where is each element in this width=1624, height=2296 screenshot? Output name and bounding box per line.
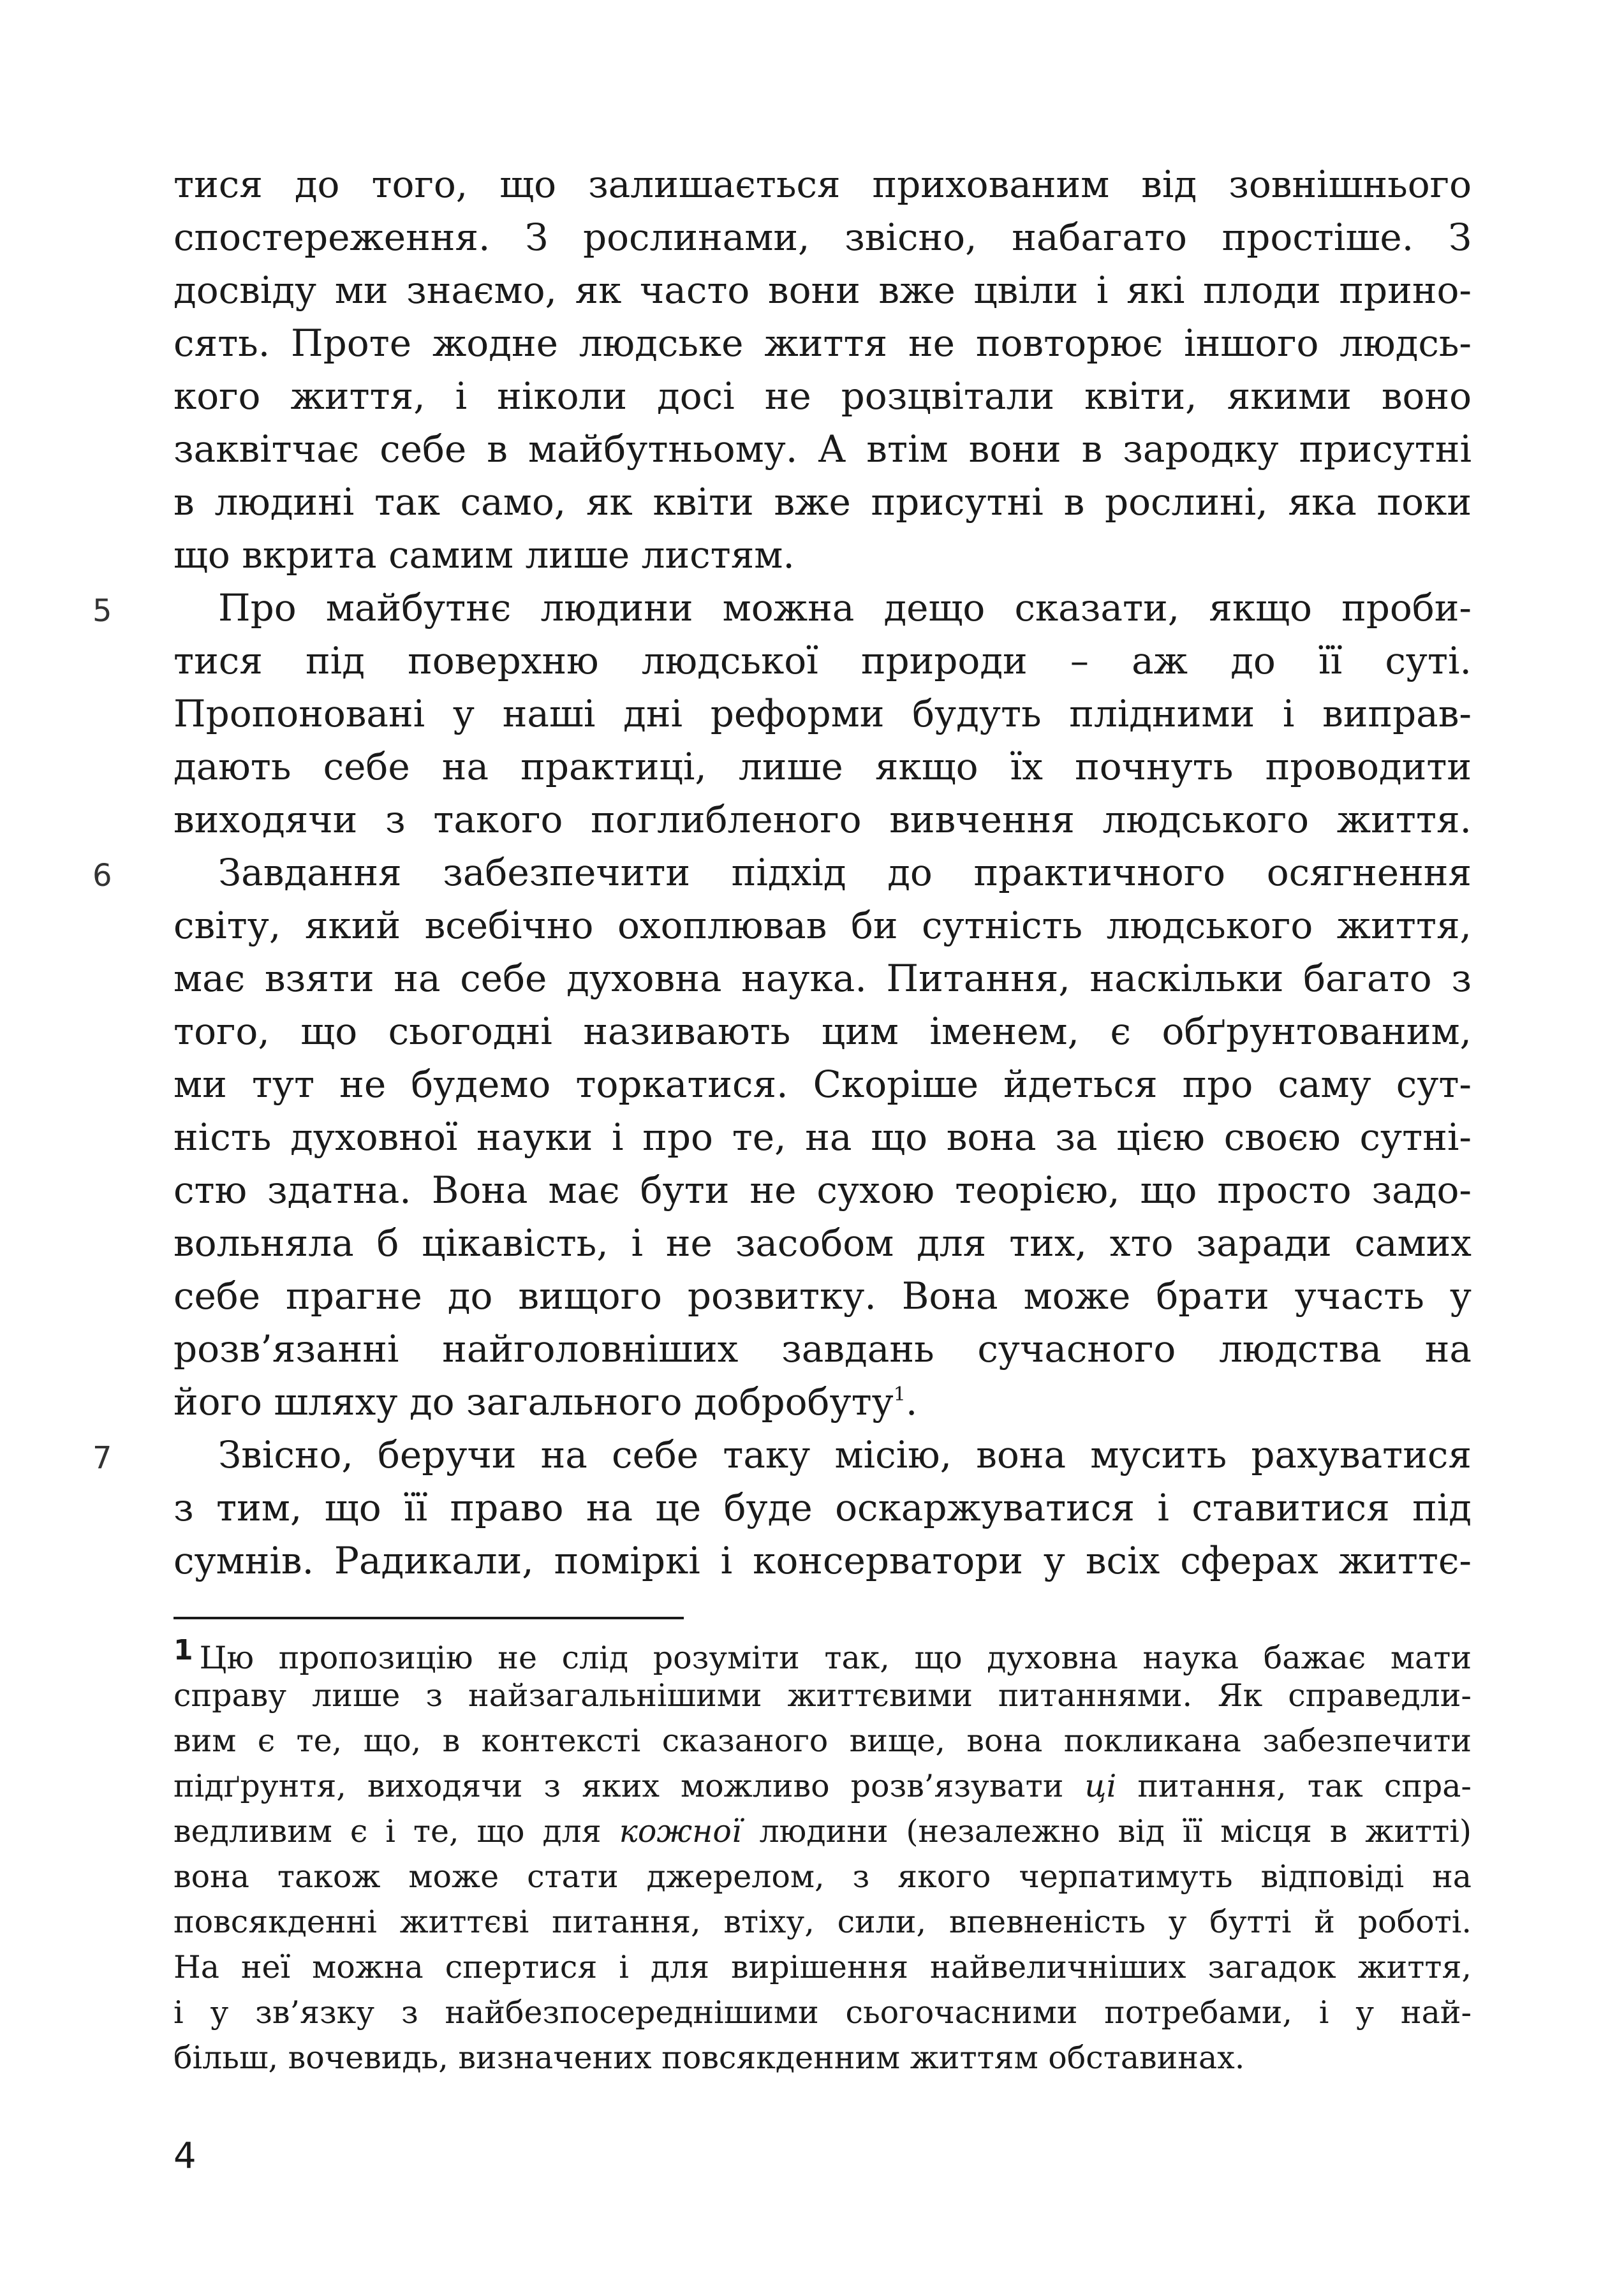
text-line: спостереження. З рослинами, звісно, набагато простіше. З <box>173 216 1472 259</box>
footnote-text: підґрунтя, виходячи з яких можливо розв’язувати <box>173 1768 1085 1804</box>
footnote-line <box>173 1628 1472 1676</box>
text-line: дають себе на практиці, лише якщо їх почнуть проводити <box>173 745 1472 788</box>
text-line: сумнів. Радикали, поміркі і консерватори у всіх сферах життє- <box>173 1539 1472 1582</box>
main-text <box>173 158 1472 1587</box>
text-line: що вкрита самим лише листям. <box>173 533 795 577</box>
text-line: з тим, що її право на це буде оскаржуватися і ставитися під <box>173 1486 1472 1529</box>
footnote <box>173 1628 1472 2080</box>
footnote-text: питання, так спра- <box>1116 1768 1472 1804</box>
footnote-line: На неї можна спертися і для вирішення найвеличніших загадок життя, <box>173 1949 1472 1985</box>
text-line: ність духовної науки і про те, на що вона за цією своєю сутні- <box>173 1115 1472 1159</box>
text-line: ми тут не будемо торкатися. Скоріше йдеться про саму сут- <box>173 1063 1472 1106</box>
footnote-emphasis: кожної <box>619 1813 742 1850</box>
paragraph-6-start: Завдання забезпечити підхід до практичного осягнення <box>218 851 1472 894</box>
margin-paragraph-number: 5 <box>92 593 112 629</box>
paragraph-7-start: Звісно, беручи на себе таку місію, вона мусить рахуватися <box>218 1433 1472 1476</box>
page-number: 4 <box>173 2135 196 2177</box>
footnote-line: повсякденні життєві питання, втіху, сили, впевненість у бутті й роботі. <box>173 1904 1472 1940</box>
footnote-line: вона також може стати джерелом, з якого черпатимуть відповіді на <box>173 1858 1472 1895</box>
text-line: сять. Проте жодне людське життя не повторює іншого людсь- <box>173 321 1472 365</box>
text-line: себе прагне до вищого розвитку. Вона може брати участь у <box>173 1274 1472 1318</box>
text-line: має взяти на себе духовна наука. Питання, наскільки багато з <box>173 957 1472 1000</box>
text-line: заквітчає себе в майбутньому. А втім вони в зародку присутні <box>173 427 1472 471</box>
footnote-line <box>173 1809 1472 1854</box>
margin-paragraph-number: 6 <box>92 858 112 894</box>
text-line: світу, який всебічно охоплював би сутність людського життя, <box>173 904 1472 947</box>
paragraph-5-start: Про майбутнє людини можна дещо сказати, якщо проби- <box>218 586 1472 629</box>
footnote-emphasis: ці <box>1084 1768 1117 1804</box>
margin-paragraph-number: 7 <box>92 1440 112 1476</box>
sentence-end: . <box>905 1380 918 1424</box>
text-line: Пропоновані у наші дні реформи будуть плідними і виправ- <box>173 692 1472 735</box>
footnote-line: і у зв’язку з найбезпосереднішими сьогочасними потребами, і у най- <box>173 1994 1472 2031</box>
footnote-text: ведливим є і те, що для <box>173 1813 619 1850</box>
text-line: в людині так само, як квіти вже присутні в рослині, яка поки <box>173 480 1472 524</box>
footnote-marker: 1 <box>173 1634 193 1667</box>
text-line: досвіду ми знаємо, як часто вони вже цвіли і які плоди прино- <box>173 269 1472 312</box>
text-line-with-footnote-ref <box>173 1376 1472 1429</box>
text-line: того, що сьогодні називають цим іменем, є обґрунтованим, <box>173 1010 1472 1053</box>
footnote-line: вим є те, що, в контексті сказаного вище, вона покликана забезпечити <box>173 1723 1472 1759</box>
footnote-line: справу лише з найзагальнішими життєвими питаннями. Як справедли- <box>173 1677 1472 1714</box>
text-line: вольняла б цікавість, і не засобом для тих, хто заради самих <box>173 1221 1472 1265</box>
footnote-text: Цю пропозицію не слід розуміти так, що духовна наука бажає мати <box>199 1640 1472 1676</box>
text-line: розв’язанні найголовніших завдань сучасного людства на <box>173 1327 1472 1371</box>
footnote-line: більш, вочевидь, визначених повсякденним життям обставинах. <box>173 2040 1245 2076</box>
text-line: стю здатна. Вона має бути не сухою теорією, що просто задо- <box>173 1168 1472 1212</box>
text-line-content: його шляху до загального добробуту <box>173 1380 894 1424</box>
text-line: тися до того, що залишається прихованим від зовнішнього <box>173 163 1472 206</box>
text-line: тися під поверхню людської природи – аж до її суті. <box>173 639 1472 682</box>
footnote-separator <box>173 1617 684 1619</box>
footnote-reference[interactable]: 1 <box>893 1383 906 1406</box>
footnote-text: людини (незалежно від її місця в житті) <box>741 1813 1472 1850</box>
text-line: виходячи з такого поглибленого вивчення людського життя. <box>173 798 1472 841</box>
text-line: кого життя, і ніколи досі не розцвітали квіти, якими воно <box>173 374 1472 418</box>
footnote-line <box>173 1763 1472 1809</box>
